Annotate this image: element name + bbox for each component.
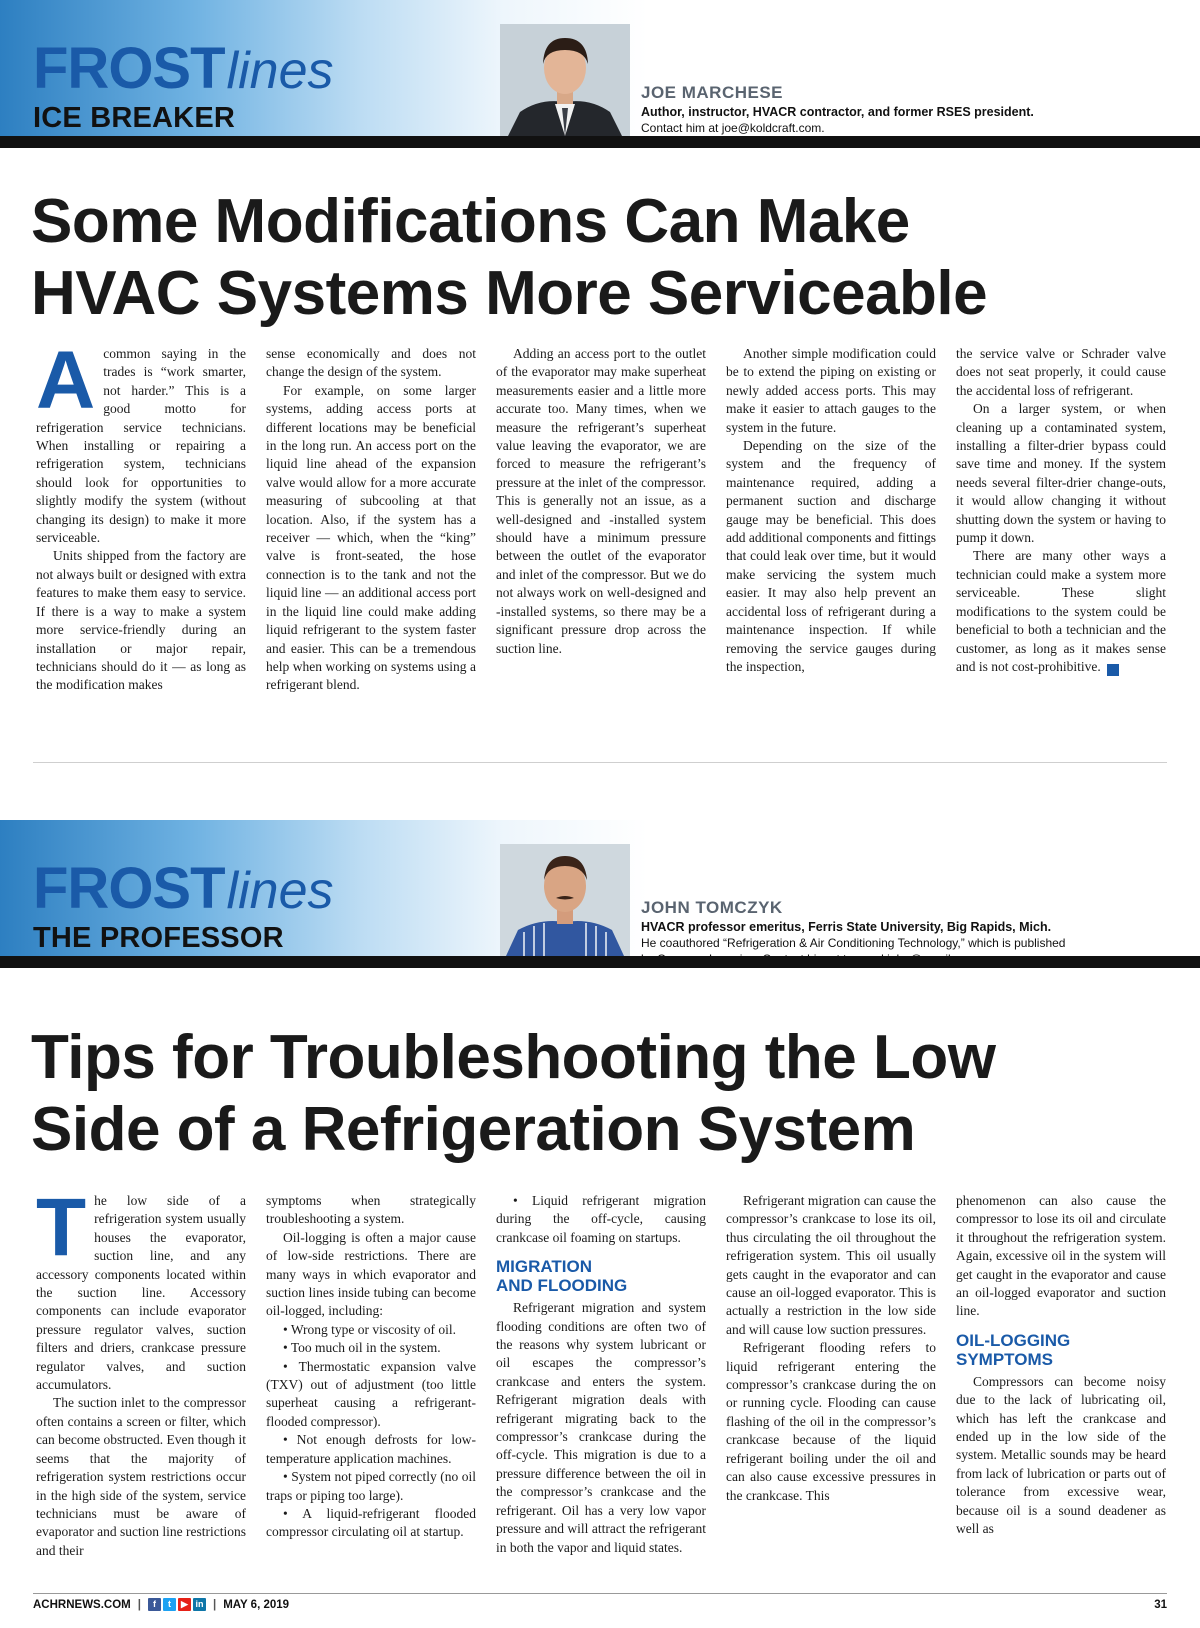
subhead-line-1: MIGRATION: [496, 1257, 593, 1277]
paragraph: The suction inlet to the compressor often contains a screen or filter, which can become obstructed. Even though it seems that the majority of refrigeration system restrictions occur in the high side of the system, service technicians must be aware of evaporator and suction line restrictions and their: [36, 1395, 246, 1558]
page-footer: [33, 1593, 1167, 1611]
bullet-item: • Not enough defrosts for low-temperature application machines.: [266, 1432, 476, 1466]
headline-line-2: Side of a Refrigeration System: [31, 1095, 916, 1164]
bullet-item: • Too much oil in the system.: [283, 1340, 441, 1356]
social-icons: [148, 1598, 206, 1611]
paragraph: [956, 547, 1166, 676]
paragraph: common saying in the trades is “work smarter, not harder.” This is a good motto for refrigeration service technicians. When installing or repairing a refrigeration system, technicians should look for opportunities to slightly modify the system (without changing its design) to make it more serviceable.: [36, 346, 246, 546]
paragraph: sense economically and does not change the design of the system.: [266, 346, 476, 380]
site-link[interactable]: ACHRNEWS.COM: [33, 1598, 131, 1611]
body-column-4: [726, 345, 936, 731]
column-label: ICE BREAKER: [33, 102, 235, 134]
article-headline: [31, 1022, 995, 1166]
paragraph: the service valve or Schrader valve does not seat properly, it could cause the accidental loss of refrigerant.: [956, 346, 1166, 398]
paragraph: he low side of a refrigeration system usually houses the evaporator, suction line, and any accessory components located within the suction line. Accessory components can include evaporator pressure regulator valves, suction filters and driers, crankcase pressure regulator valves, and suction accumulators.: [36, 1193, 246, 1393]
bullet-item: • A liquid-refrigerant flooded compressor circulating oil at startup.: [266, 1505, 476, 1540]
article-body: [36, 1192, 1166, 1588]
headline-line-2: HVAC Systems More Serviceable: [31, 259, 988, 328]
end-of-article-mark: N: [1107, 664, 1119, 676]
body-column-5: [956, 345, 1166, 731]
frostlines-logo: [33, 36, 334, 101]
column-banner: [0, 820, 1200, 968]
article-body: [36, 345, 1166, 731]
paragraph: Refrigerant flooding refers to liquid refrigerant entering the compressor’s crankcase during the on or running cycle. Flooding can cause flashing of the oil in the compressor’s crankcase because of the liquid refrigerant boiling under the oil and can also cause excessive pressures in the crankcase. This: [726, 1340, 936, 1503]
page-number: 31: [1154, 1598, 1167, 1611]
body-column-4: [726, 1192, 936, 1588]
banner-rule: [0, 956, 1200, 968]
logo-lines-text: lines: [226, 862, 334, 920]
subhead-line-2: AND FLOODING: [496, 1276, 628, 1296]
body-column-5: [956, 1192, 1166, 1588]
linkedin-icon[interactable]: in: [193, 1598, 206, 1611]
footer-separator: |: [212, 1598, 217, 1611]
author-name: JOE MARCHESE: [641, 83, 784, 102]
subhead-line-1: OIL-LOGGING: [956, 1330, 1071, 1350]
facebook-icon[interactable]: f: [148, 1598, 161, 1611]
paragraph: symptoms when strategically troubleshooting a system.: [266, 1193, 476, 1227]
paragraph: Oil-logging is often a major cause of low-side restrictions. There are many ways in which evaporator and suction lines inside tubing can become oil-logged, including:: [266, 1229, 476, 1319]
column-banner: [0, 0, 1200, 148]
paragraph: For example, on some larger systems, adding access ports at different locations may be beneficial in the long run. An access port on the liquid line ahead of the expansion valve would allow for a more accurate measuring of subcooling at that location. Also, if the system has a receiver — which, when the “king” valve is front-seated, the hose connection is to the tank and not the liquid line — an additional access port in the liquid line could make adding liquid refrigerant to the system faster and easier. This can be a tremendous help when working on systems using a refrigerant blend.: [266, 382, 476, 693]
article-headline: [31, 186, 987, 330]
paragraph: Adding an access port to the outlet of the evaporator may make superheat measurements easier and a little more accurate too. Many times, when we measure the refrigerant’s superheat value leaving the evaporator, we are forced to measure the refrigerant’s pressure at the inlet of the compressor. This is generally not an issue, as a well-designed and -installed system should have a minimum pressure between the outlet of the evaporator and inlet of the compressor. But we do not always work on well-designed and -installed systems, so there may be a significant pressure drop across the suction line.: [496, 346, 706, 656]
headline-line-1: Tips for Troubleshooting the Low: [31, 1023, 996, 1092]
author-contact: Contact him at joe@koldcraft.com.: [641, 121, 825, 135]
article-divider: [33, 762, 1167, 763]
twitter-icon[interactable]: t: [163, 1598, 176, 1611]
body-column-2: [266, 1192, 476, 1588]
frostlines-logo: [33, 856, 334, 921]
issue-date: MAY 6, 2019: [223, 1598, 290, 1611]
column-label: THE PROFESSOR: [33, 922, 284, 954]
paragraph-text: There are many other ways a technician could make a system more serviceable. These slight modifications to the system could be beneficial to both a technician and the customer, as long as it makes sense and is not cost-prohibitive.: [956, 548, 1166, 674]
youtube-icon[interactable]: ▶: [178, 1598, 191, 1611]
bullet-item: • Liquid refrigerant migration during the off-cycle, causing crankcase oil foaming on startups.: [496, 1193, 706, 1245]
author-note: He coauthored “Refrigeration & Air Conditioning Technology,” which is published: [641, 936, 1066, 950]
footer-separator: |: [137, 1598, 141, 1611]
headline-line-1: Some Modifications Can Make: [31, 187, 910, 256]
author-role: HVACR professor emeritus, Ferris State University, Big Rapids, Mich.: [641, 920, 1052, 934]
paragraph: phenomenon can also cause the compressor to lose its oil and circulate it throughout the refrigeration system. Again, excessive oil in the system will get caught in the evaporator and cause an oil-logged evaporator and suction line.: [956, 1193, 1166, 1319]
body-column-3: [496, 1192, 706, 1588]
paragraph: Refrigerant migration can cause the compressor’s crankcase to lose its oil, thus circulating the oil throughout the refrigeration system. This oil usually gets caught in the evaporator and can cause an oil-logged evaporator. This is actually a restriction in the low side and will cause low suction pressures.: [726, 1193, 936, 1337]
section-subhead: [956, 1331, 1166, 1369]
paragraph: Another simple modification could be to extend the piping on existing or newly added access ports. This may make it easier to attach gauges to the system in the future.: [726, 346, 936, 435]
bullet-item: • System not piped correctly (no oil traps or piping too large).: [266, 1469, 476, 1503]
paragraph: Depending on the size of the system and the frequency of maintenance required, adding a permanent suction and discharge gauge may be beneficial. This does add additional components and fittings that could leak over time, but it would make servicing the system much easier. It may also help prevent an accidental loss of refrigerant during a maintenance inspection. If while removing the service gauges during the inspection,: [726, 438, 936, 674]
banner-rule: [0, 136, 1200, 148]
body-column-2: [266, 345, 476, 731]
author-info: [641, 83, 1034, 136]
logo-frost-text: FROST: [33, 36, 225, 101]
body-column-1: [36, 345, 246, 731]
logo-frost-text: FROST: [33, 856, 225, 921]
author-photo: [500, 844, 630, 956]
paragraph: On a larger system, or when cleaning up a contaminated system, installing a filter-drier bypass could save time and money. If the system needs several filter-drier change-outs, it would allow changing it without shutting down the system or having to pump it down.: [956, 401, 1166, 546]
paragraph: Refrigerant migration and system flooding conditions are often two of the reasons why system lubricant or oil escapes the compressor’s crankcase and enters the system. Refrigerant migration deals with refrigerant migrating back to the compressor’s crankcase during the off-cycle. This migration is due to a pressure difference between the oil in the compressor’s crankcase and the refrigerant. Oil has a very low vapor pressure and will attract the refrigerant in both the vapor and liquid states.: [496, 1300, 706, 1555]
author-name: JOHN TOMCZYK: [641, 898, 783, 917]
author-role: Author, instructor, HVACR contractor, and former RSES president.: [641, 105, 1034, 119]
body-column-1: [36, 1192, 246, 1588]
body-column-3: [496, 345, 706, 731]
bullet-item: • Wrong type or viscosity of oil.: [283, 1321, 457, 1337]
author-photo: [500, 24, 630, 136]
paragraph: Compressors can become noisy due to the lack of lubricating oil, which has left the crankcase and ended up in the low side of the system. Metallic sounds may be heard from lack of lubrication or parts out of tolerance from excessive wear, because oil is a sound deadener as well as: [956, 1373, 1166, 1537]
drop-cap: T: [36, 1192, 87, 1273]
paragraph: Units shipped from the factory are not always built or designed with extra features to make them easy to service. If there is a way to make a system more service-friendly during an installation or major repair, technicians should do it — as long as the modification makes: [36, 548, 246, 693]
subhead-line-2: SYMPTOMS: [956, 1349, 1053, 1369]
section-subhead: [496, 1257, 706, 1295]
drop-cap: A: [36, 345, 96, 426]
logo-lines-text: lines: [226, 42, 334, 100]
bullet-item: • Thermostatic expansion valve (TXV) out of adjustment (too little superheat causing a refrigerant-flooded compressor).: [266, 1358, 476, 1429]
